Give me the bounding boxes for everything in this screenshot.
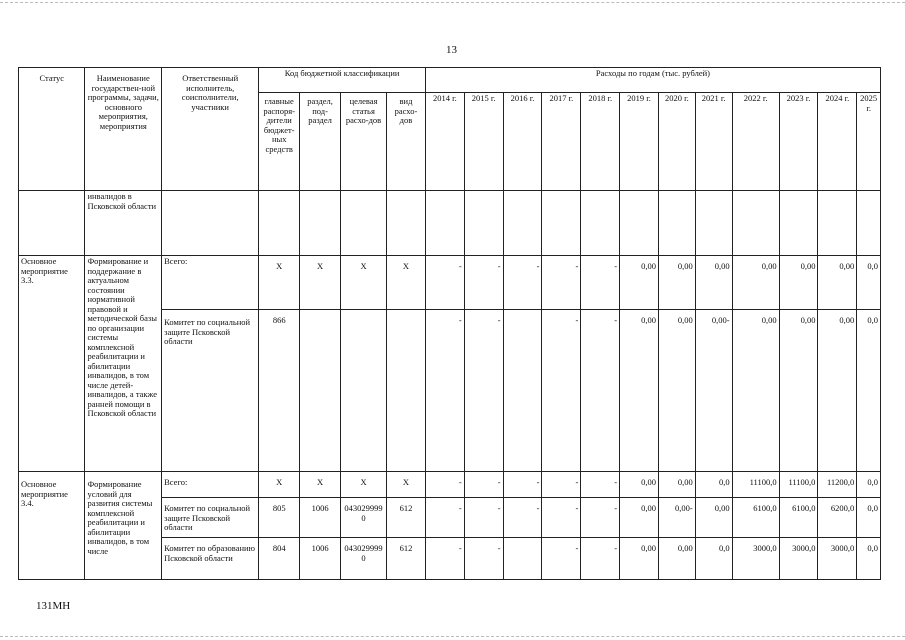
year-cell: 0,00- bbox=[658, 498, 695, 538]
year-cell: - bbox=[464, 498, 503, 538]
year-cell: - bbox=[464, 472, 503, 498]
year-cell bbox=[503, 310, 542, 472]
year-cell: 0,0 bbox=[857, 310, 881, 472]
statya-cell: Х bbox=[341, 256, 387, 310]
year-cell: - bbox=[542, 538, 581, 580]
year-cell: 0,00 bbox=[779, 256, 818, 310]
table-row bbox=[19, 472, 881, 498]
header-year-2017: 2017 г. bbox=[542, 93, 581, 191]
header-status: Статус bbox=[19, 68, 85, 191]
razdel-cell: Х bbox=[300, 472, 341, 498]
year-cell: - bbox=[464, 310, 503, 472]
header-year-2025: 2025 г. bbox=[857, 93, 881, 191]
statya-cell: 0430299990 bbox=[341, 498, 387, 538]
grbs-cell: 866 bbox=[259, 310, 300, 472]
header-razdel: раздел, под-раздел bbox=[300, 93, 341, 191]
year-cell: - bbox=[581, 310, 620, 472]
year-cell: 6200,0 bbox=[818, 498, 857, 538]
year-cell: 11200,0 bbox=[818, 472, 857, 498]
footer-code: 131МН bbox=[36, 600, 71, 612]
year-cell: - bbox=[425, 256, 464, 310]
year-cell: 0,00 bbox=[620, 472, 659, 498]
year-cell: - bbox=[503, 256, 542, 310]
razdel-cell: 1006 bbox=[300, 538, 341, 580]
year-cell: 3000,0 bbox=[732, 538, 779, 580]
grbs-cell: 804 bbox=[259, 538, 300, 580]
table-row bbox=[19, 191, 881, 256]
year-cell: 3000,0 bbox=[779, 538, 818, 580]
year-cell: 0,00 bbox=[732, 310, 779, 472]
year-cell: - bbox=[425, 538, 464, 580]
table-row bbox=[19, 256, 881, 310]
year-cell: 0,00 bbox=[818, 256, 857, 310]
budget-table bbox=[18, 67, 881, 580]
vid-cell: Х bbox=[387, 472, 426, 498]
page-number: 13 bbox=[446, 44, 457, 56]
vid-cell bbox=[387, 310, 426, 472]
year-cell: 11100,0 bbox=[732, 472, 779, 498]
participant-cell: Комитет по социальной защите Псковской области bbox=[162, 498, 259, 538]
year-cell: - bbox=[425, 472, 464, 498]
razdel-cell: Х bbox=[300, 256, 341, 310]
year-cell: 0,00 bbox=[695, 498, 732, 538]
year-cell: - bbox=[503, 498, 542, 538]
year-cell: 0,00- bbox=[695, 310, 732, 472]
year-cell: 11100,0 bbox=[779, 472, 818, 498]
vid-cell: 612 bbox=[387, 498, 426, 538]
year-cell: - bbox=[464, 538, 503, 580]
scan-edge-top bbox=[0, 2, 905, 4]
header-expenses: Расходы по годам (тыс. рублей) bbox=[425, 68, 880, 93]
participant-cell: Всего: bbox=[162, 472, 259, 498]
year-cell: 0,00 bbox=[620, 498, 659, 538]
grbs-cell: 805 bbox=[259, 498, 300, 538]
vid-cell: 612 bbox=[387, 538, 426, 580]
header-budget-code: Код бюджетной классификации bbox=[259, 68, 426, 93]
year-cell: - bbox=[581, 472, 620, 498]
year-cell: 0,00 bbox=[620, 256, 659, 310]
measure-34-name: Формирование условий для развития системы комплексной реабилитации и абилитации инвалидов, в том числе bbox=[85, 472, 162, 580]
header-year-2019: 2019 г. bbox=[620, 93, 659, 191]
header-year-2021: 2021 г. bbox=[695, 93, 732, 191]
year-cell: 0,00 bbox=[658, 472, 695, 498]
header-year-2016: 2016 г. bbox=[503, 93, 542, 191]
header-year-2014: 2014 г. bbox=[425, 93, 464, 191]
year-cell: - bbox=[581, 538, 620, 580]
year-cell: - bbox=[425, 498, 464, 538]
year-cell: 0,0 bbox=[695, 472, 732, 498]
year-cell: 0,00 bbox=[620, 310, 659, 472]
scan-edge-bottom bbox=[0, 636, 905, 638]
year-cell: 0,0 bbox=[857, 472, 881, 498]
year-cell: - bbox=[542, 310, 581, 472]
year-cell: - bbox=[542, 472, 581, 498]
year-cell: - bbox=[542, 498, 581, 538]
measure-33-status: Основное мероприятие 3.3. bbox=[19, 256, 85, 472]
year-cell: 0,0 bbox=[857, 498, 881, 538]
year-cell: - bbox=[581, 256, 620, 310]
header-year-2023: 2023 г. bbox=[779, 93, 818, 191]
year-cell: - bbox=[503, 472, 542, 498]
year-cell: 6100,0 bbox=[779, 498, 818, 538]
header-year-2015: 2015 г. bbox=[464, 93, 503, 191]
year-cell: 0,00 bbox=[779, 310, 818, 472]
razdel-cell: 1006 bbox=[300, 498, 341, 538]
participant-cell: Комитет по социальной защите Псковской области bbox=[162, 310, 259, 472]
razdel-cell bbox=[300, 310, 341, 472]
header-responsible: Ответственный исполнитель, соисполнители, участники bbox=[162, 68, 259, 191]
header-grbs: главные распоря-дители бюджет-ных средств bbox=[259, 93, 300, 191]
year-cell: 0,00 bbox=[658, 538, 695, 580]
year-cell: 0,00 bbox=[658, 256, 695, 310]
year-cell: 0,00 bbox=[658, 310, 695, 472]
year-cell: 0,00 bbox=[732, 256, 779, 310]
year-cell: 0,00 bbox=[695, 256, 732, 310]
grbs-cell: Х bbox=[259, 472, 300, 498]
year-cell: 0,00 bbox=[818, 310, 857, 472]
year-cell: 6100,0 bbox=[732, 498, 779, 538]
participant-cell: Всего: bbox=[162, 256, 259, 310]
year-cell: - bbox=[464, 256, 503, 310]
year-cell: 3000,0 bbox=[818, 538, 857, 580]
header-program-name: Наименование государствен-ной программы, задачи, основного мероприятия, мероприятия bbox=[85, 68, 162, 191]
continuation-name: инвалидов в Псковской области bbox=[85, 191, 162, 256]
header-statya: целевая статья расхо-дов bbox=[341, 93, 387, 191]
statya-cell: 0430299990 bbox=[341, 538, 387, 580]
header-year-2020: 2020 г. bbox=[658, 93, 695, 191]
year-cell bbox=[503, 538, 542, 580]
vid-cell: Х bbox=[387, 256, 426, 310]
header-year-2018: 2018 г. bbox=[581, 93, 620, 191]
year-cell: - bbox=[581, 498, 620, 538]
measure-34-status: Основное мероприятие 3.4. bbox=[19, 472, 85, 580]
header-year-2022: 2022 г. bbox=[732, 93, 779, 191]
year-cell: 0,0 bbox=[857, 538, 881, 580]
measure-33-name: Формирование и поддержание в актуальном состоянии нормативной правовой и методической базы по организации системы комплексной реабилитации и абилитации инвалидов, в том числе детей-инвалидов, а также ранней помощи в Псковской области bbox=[85, 256, 162, 472]
statya-cell: Х bbox=[341, 472, 387, 498]
year-cell: 0,0 bbox=[857, 256, 881, 310]
year-cell: 0,00 bbox=[620, 538, 659, 580]
statya-cell bbox=[341, 310, 387, 472]
year-cell: - bbox=[425, 310, 464, 472]
participant-cell: Комитет по образованию Псковской области bbox=[162, 538, 259, 580]
header-vid: вид расхо-дов bbox=[387, 93, 426, 191]
year-cell: - bbox=[542, 256, 581, 310]
year-cell: 0,0 bbox=[695, 538, 732, 580]
grbs-cell: Х bbox=[259, 256, 300, 310]
header-year-2024: 2024 г. bbox=[818, 93, 857, 191]
